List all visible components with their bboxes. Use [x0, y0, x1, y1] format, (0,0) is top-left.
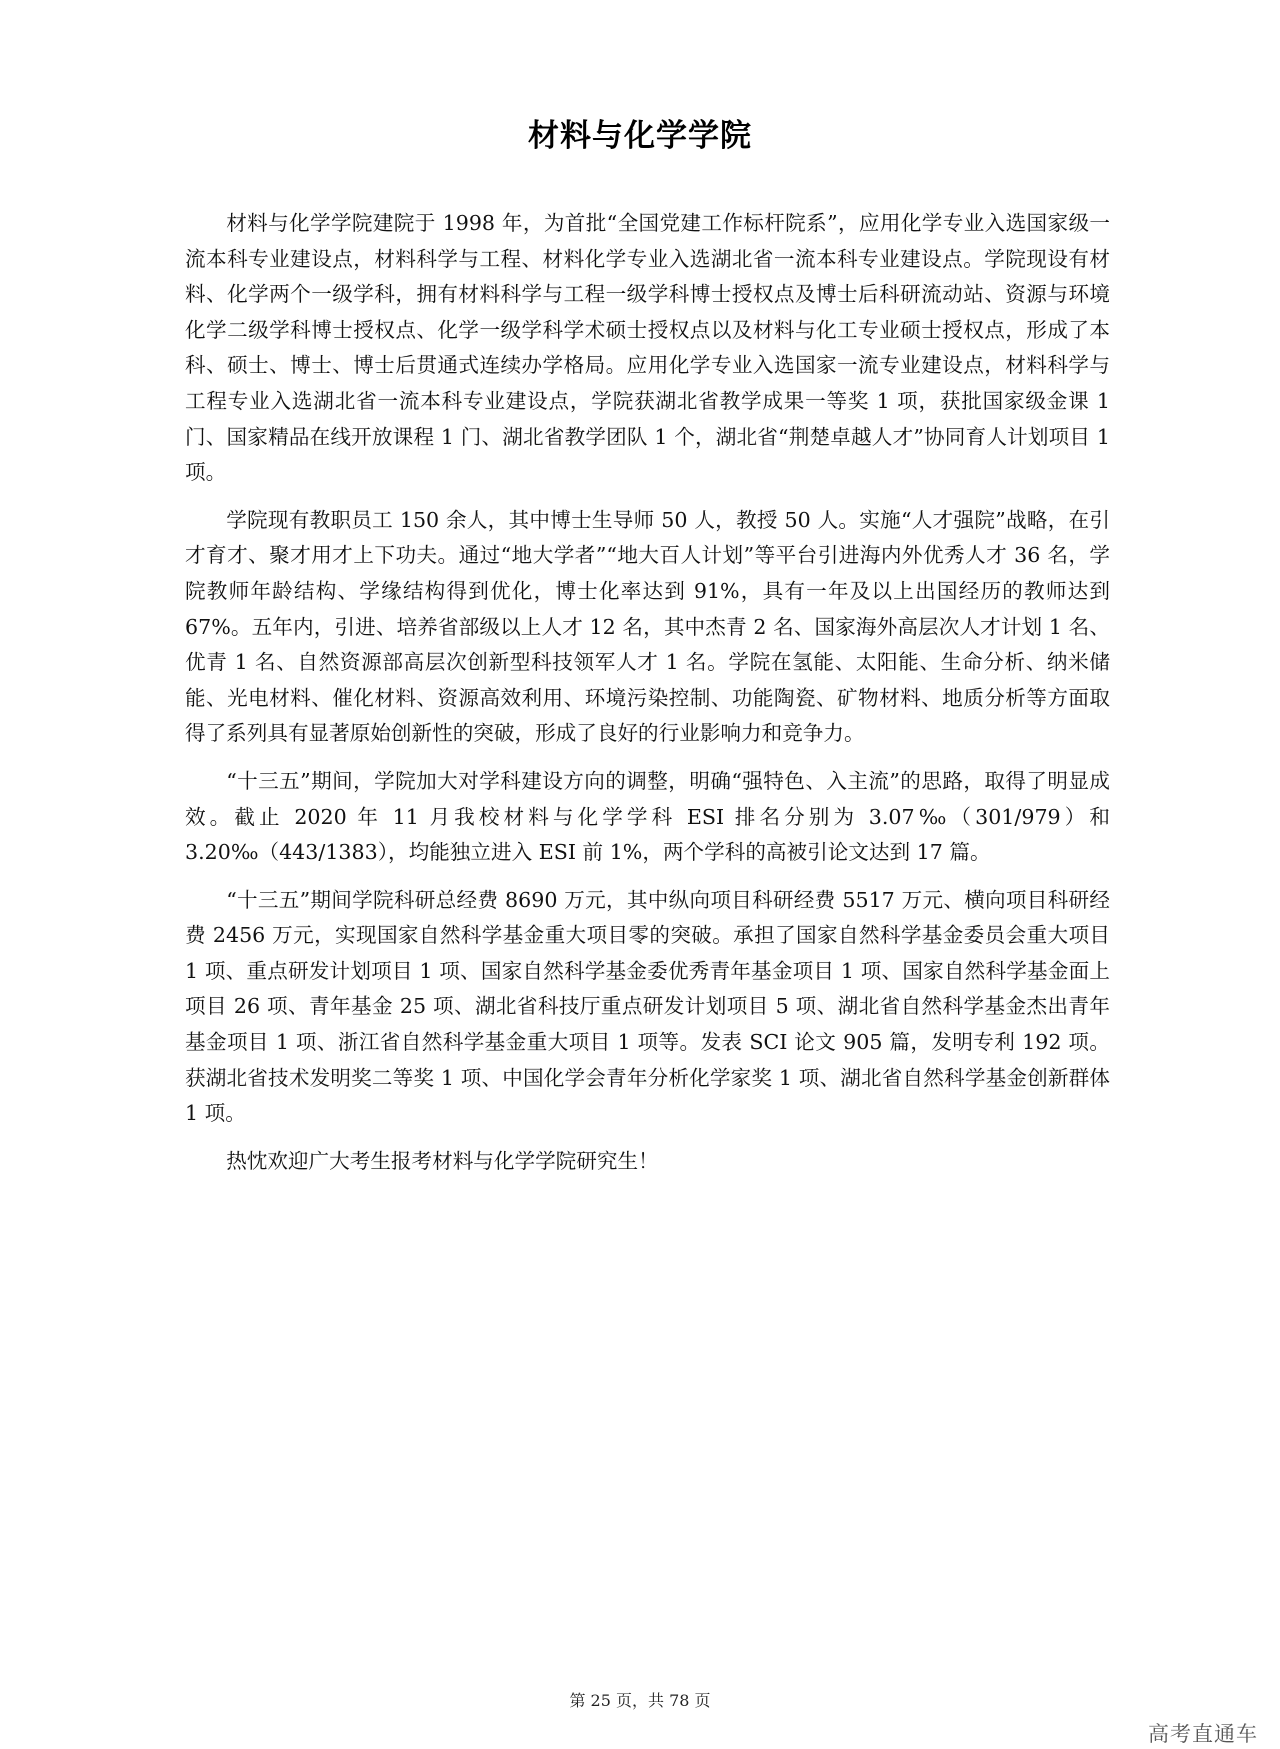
page-number-footer: 第 25 页，共 78 页 [569, 1691, 711, 1710]
paragraph-faculty: 学院现有教职员工 150 余人，其中博士生导师 50 人，教授 50 人。实施“人才强院”战略，在引才育才、聚才用才上下功夫。通过“地大学者”“地大百人计划”等平台引进海内外优秀人才 36 名，学院教师年龄结构、学缘结构得到优化，博士化率达到 91%，具有一年及以上出国经历的教师达到 67%。五年内，引进、培养省部级以上人才 12 名，其中杰青 2 名、国家海外高层次人才计划 1 名、优青 1 名、自然资源部高层次创新型科技领军人才 1 名。学院在氢能、太阳能、生命分析、纳米储能、光电材料、催化材料、资源高效利用、环境污染控制、功能陶瓷、矿物材料、地质分析等方面取得了系列具有显著原始创新性的突破，形成了良好的行业影响力和竞争力。 [185, 507, 1110, 746]
paragraph-intro: 材料与化学学院建院于 1998 年，为首批“全国党建工作标杆院系”，应用化学专业入选国家级一流本科专业建设点，材料科学与工程、材料化学专业入选湖北省一流本科专业建设点。学院现设有材料、化学两个一级学科，拥有材料科学与工程一级学科博士授权点及博士后科研流动站、资源与环境化学二级学科博士授权点、化学一级学科学术硕士授权点以及材料与化工专业硕士授权点，形成了本科、硕士、博士、博士后贯通式连续办学格局。应用化学专业入选国家一流专业建设点，材料科学与工程专业入选湖北省一流本科专业建设点，学院获湖北省教学成果一等奖 1 项，获批国家级金课 1 门、国家精品在线开放课程 1 门、湖北省教学团队 1 个，湖北省“荆楚卓越人才”协同育人计划项目 1 项。 [185, 211, 1110, 485]
paragraph-welcome: 热忱欢迎广大考生报考材料与化学学院研究生！ [226, 1148, 659, 1173]
paragraph-discipline: “十三五”期间，学院加大对学科建设方向的调整，明确“强特色、入主流”的思路，取得了明显成效。截止 2020 年 11 月我校材料与化学学科 ESI 排名分别为 3.07‰（301/979）和 3.20‰（443/1383），均能独立进入 ESI 前 1%，两个学科的高被引论文达到 17 篇。 [185, 768, 1110, 865]
page-title: 材料与化学学院 [528, 118, 752, 154]
watermark-text: 高考直通车 [1148, 1722, 1258, 1746]
document-body [185, 206, 1110, 1191]
paragraph-research: “十三五”期间学院科研总经费 8690 万元，其中纵向项目科研经费 5517 万元、横向项目科研经费 2456 万元，实现国家自然科学基金重大项目零的突破。承担了国家自然科学基金委员会重大项目 1 项、重点研发计划项目 1 项、国家自然科学基金委优秀青年基金项目 1 项、国家自然科学基金面上项目 26 项、青年基金 25 项、湖北省科技厅重点研发计划项目 5 项、湖北省自然科学基金杰出青年基金项目 1 项、浙江省自然科学基金重大项目 1 项等。发表 SCI 论文 905 篇，发明专利 192 项。获湖北省技术发明奖二等奖 1 项、中国化学会青年分析化学家奖 1 项、湖北省自然科学基金创新群体 1 项。 [185, 887, 1110, 1126]
